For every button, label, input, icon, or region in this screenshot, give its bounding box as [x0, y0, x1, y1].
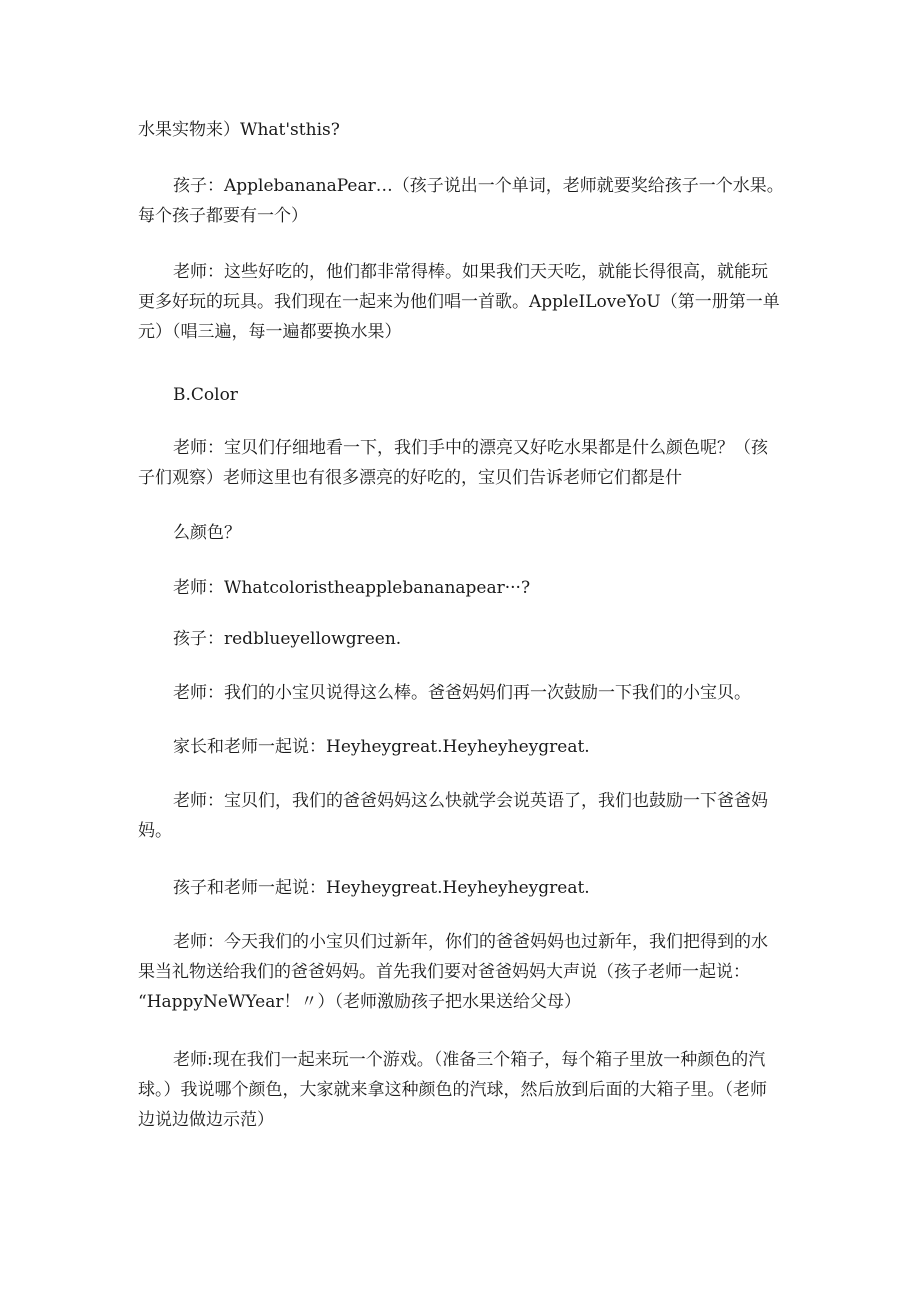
- text-line: 果当礼物送给我们的爸爸妈妈。首先我们要对爸爸妈妈大声说（孩子老师一起说：: [138, 962, 750, 982]
- text-line: 老师：今天我们的小宝贝们过新年，你们的爸爸妈妈也过新年，我们把得到的水: [173, 932, 768, 952]
- text-line: 子们观察）老师这里也有很多漂亮的好吃的，宝贝们告诉老师它们都是什: [138, 468, 682, 488]
- paragraph-children-cheer: [138, 873, 784, 903]
- paragraph-teacher-color-question: [138, 433, 784, 493]
- text-line: 元）（唱三遍，每一遍都要换水果）: [138, 322, 402, 342]
- paragraph-teacher-praise: [138, 678, 784, 708]
- text-line: 水果实物来）What'sthis?: [138, 120, 340, 140]
- text-line: 球。）我说哪个颜色，大家就来拿这种颜色的汽球，然后放到后面的大箱子里。（老师: [138, 1080, 767, 1100]
- text-line: 边说边做边示范）: [138, 1110, 274, 1130]
- text-line: “HappyNeWYear！〃）（老师激励孩子把水果送给父母）: [138, 992, 581, 1012]
- paragraph-child-colors: [138, 624, 784, 654]
- text-line: 老师：宝贝们，我们的爸爸妈妈这么快就学会说英语了，我们也鼓励一下爸爸妈: [173, 791, 768, 811]
- paragraph-parents-cheer: [138, 732, 784, 762]
- text-line: 家长和老师一起说：Heyheygreat.Heyheyheygreat.: [173, 737, 590, 757]
- paragraph-what-color: [138, 518, 784, 548]
- text-line: 么颜色？: [173, 523, 241, 543]
- text-line: 孩子和老师一起说：Heyheygreat.Heyheyheygreat.: [173, 878, 590, 898]
- paragraph-teacher-new-year: [138, 927, 784, 1017]
- text-line: 老师：Whatcoloristheapplebananapear···?: [173, 578, 531, 598]
- paragraph-fruit-intro: [138, 115, 784, 145]
- text-line: 老师：宝贝们仔细地看一下，我们手中的漂亮又好吃水果都是什么颜色呢？（孩: [173, 438, 768, 458]
- text-line: 老师：我们的小宝贝说得这么棒。爸爸妈妈们再一次鼓励一下我们的小宝贝。: [173, 683, 751, 703]
- text-line: 孩子：ApplebananaPear…（孩子说出一个单词，老师就要奖给孩子一个水果。: [173, 176, 784, 196]
- paragraph-child-answer: [138, 171, 784, 231]
- paragraph-teacher-encourage-parents: [138, 786, 784, 846]
- text-line: 老师：这些好吃的，他们都非常得棒。如果我们天天吃，就能长得很高，就能玩: [173, 262, 768, 282]
- text-line: 更多好玩的玩具。我们现在一起来为他们唱一首歌。AppleILoveYoU（第一册第一单: [138, 292, 780, 312]
- text-line: 妈。: [138, 821, 172, 841]
- text-line: 每个孩子都要有一个）: [138, 206, 308, 226]
- paragraph-teacher-song: [138, 257, 784, 347]
- paragraph-teacher-english-question: [138, 573, 784, 603]
- text-line: 老师:现在我们一起来玩一个游戏。（准备三个箱子，每个箱子里放一种颜色的汽: [173, 1050, 766, 1070]
- paragraph-teacher-game: [138, 1045, 784, 1135]
- text-line: 孩子：redblueyellowgreen.: [173, 629, 402, 649]
- text-line: B.Color: [173, 385, 238, 405]
- section-heading-color: [138, 380, 784, 410]
